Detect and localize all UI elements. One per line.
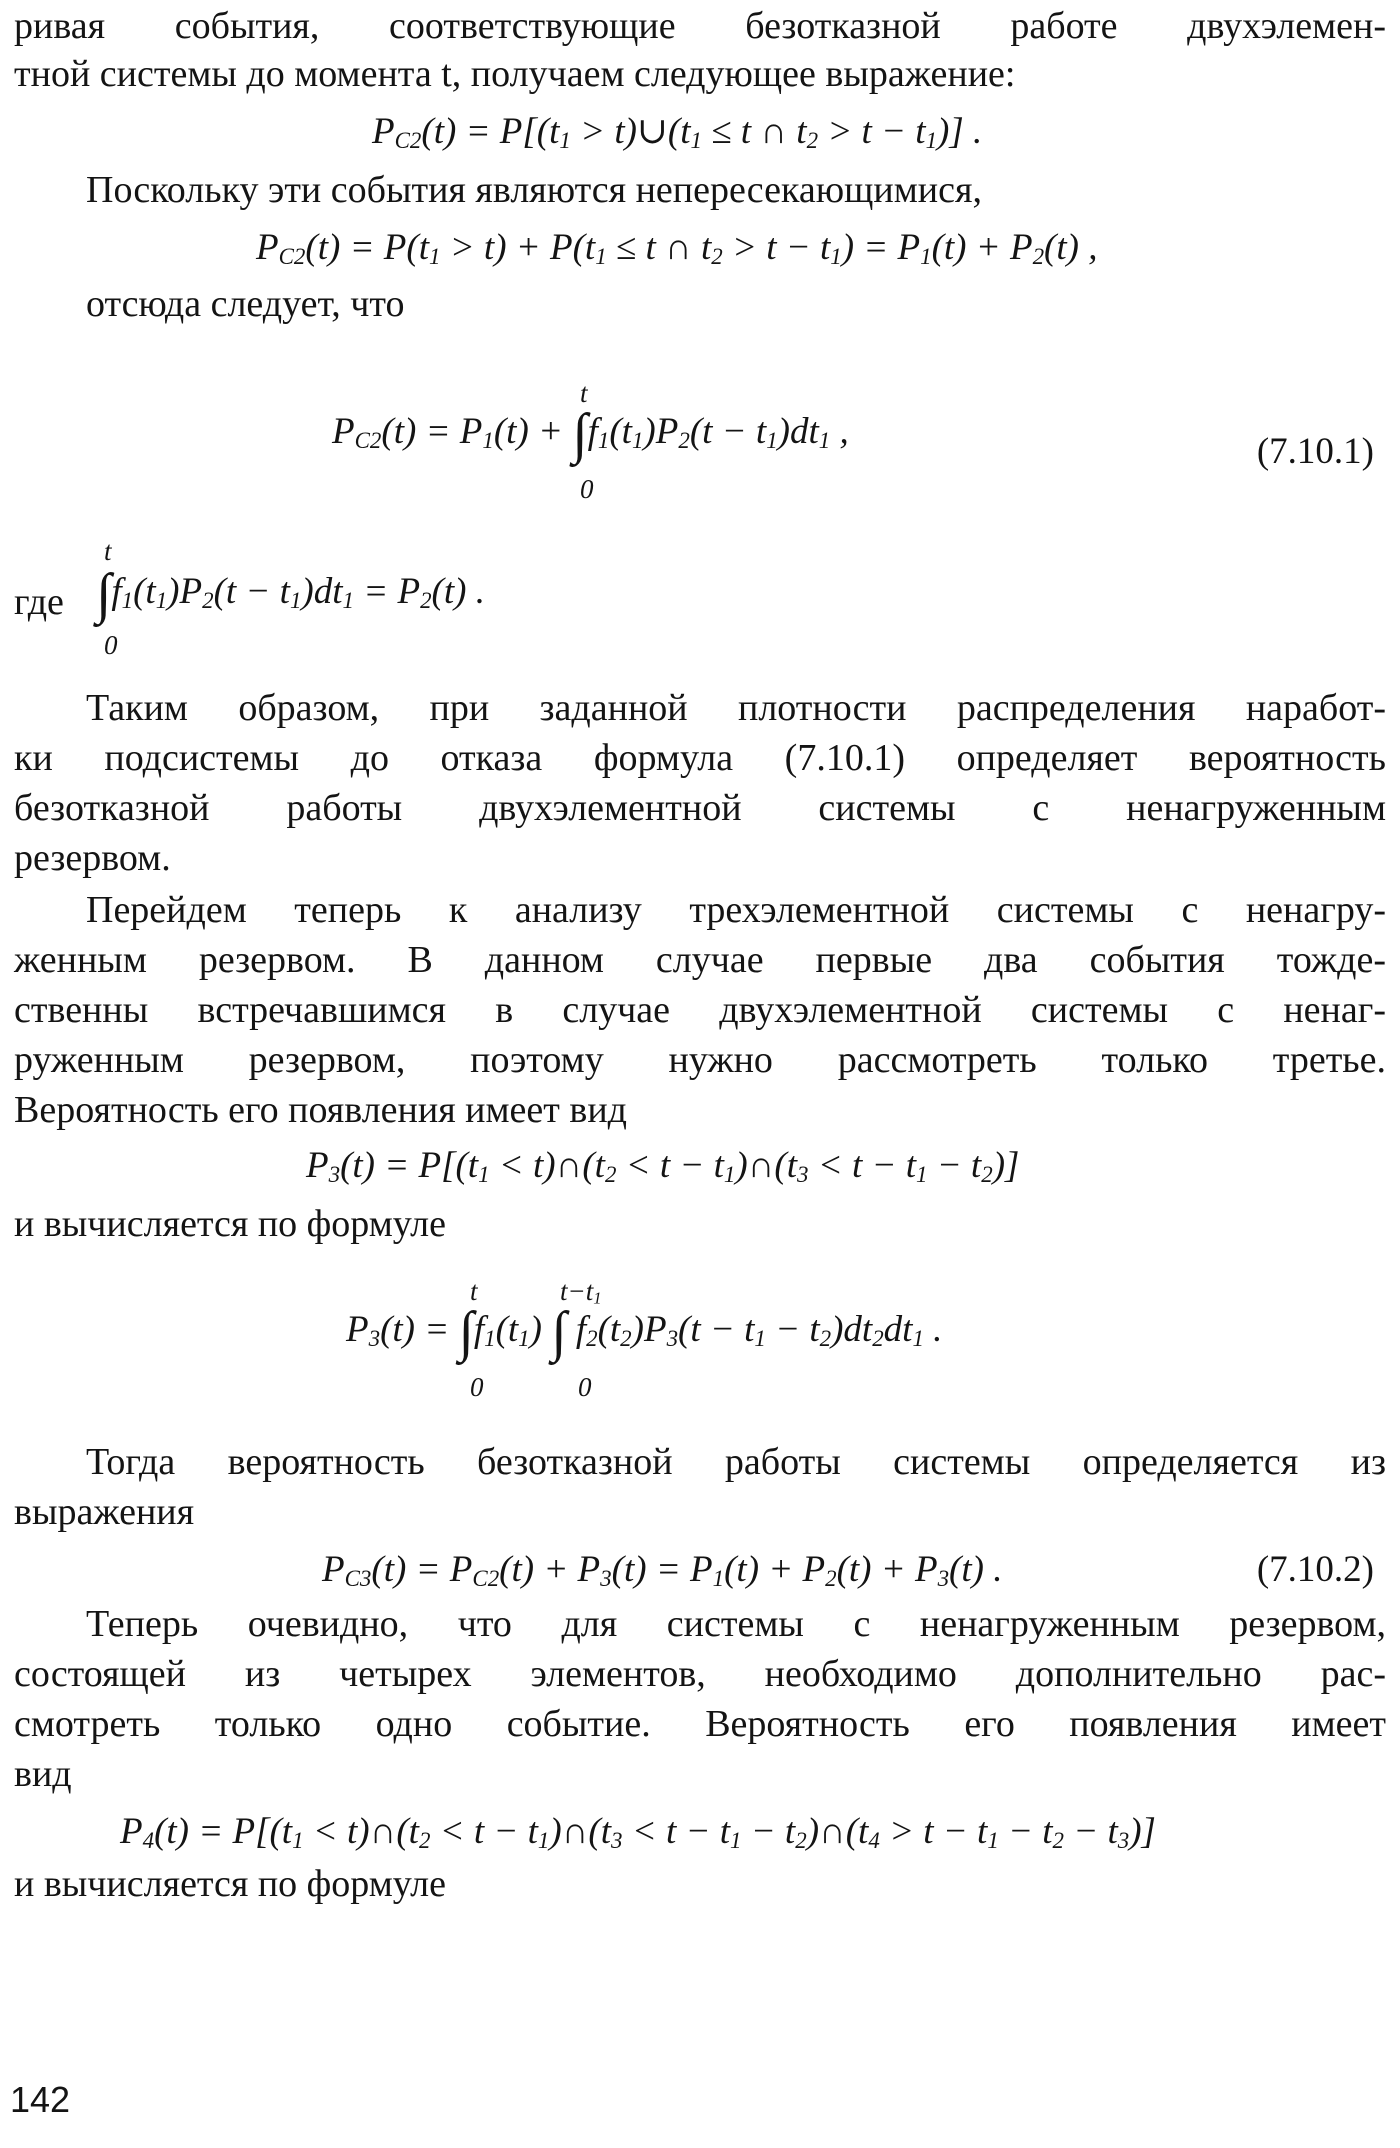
text-line: безотказной работы двухэлементной системы с ненагруженным <box>14 787 1386 829</box>
text-line: и вычисляется по формуле <box>14 1203 446 1245</box>
text-line: женным резервом. В данном случае первые два события тожде- <box>14 939 1386 981</box>
integral-sign: ∫ <box>572 402 588 465</box>
text-line: Таким образом, при заданной плотности распределения наработ- <box>86 687 1386 729</box>
integral-upper-limit: $t-t_1$ <box>560 1276 602 1308</box>
text-line: Перейдем теперь к анализу трехэлементной системы с ненагру- <box>86 889 1386 931</box>
formula-p3-event: $P_3(t) = P[(t_1$ < $t)\cap(t_2 < t$ − $t_1)\cap(t_3 < t - t_1 - t_2)$] <box>306 1145 1020 1188</box>
text-line: и вычисляется по формуле <box>14 1863 446 1905</box>
formula-7-10-2: $P_{C3}(t) = P_{C2}(t) + P_3(t) = P_1(t) + P_2(t) + P_3(t)$ . <box>322 1549 1003 1592</box>
integral-upper-limit: t <box>104 536 112 566</box>
equation-number: (7.10.2) <box>1256 1549 1374 1590</box>
integral-sign: ∫ <box>96 562 112 625</box>
formula-p2-integral: $\int f_1(t_1)P_2(t - t_1)dt_1 = P_2(t)$ . <box>96 562 485 625</box>
integral-upper-limit: t <box>580 378 588 408</box>
text-line: резервом. <box>14 837 171 879</box>
formula-7-10-1: $P_{C2}(t) = P_1(t) + \int f_1(t_1)P_2(t - t_1)dt_1$ , <box>332 402 849 465</box>
equation-number: (7.10.1) <box>1256 431 1374 472</box>
formula-p4-event: $P_4(t) = P[(t_1$ < $t)\cap(t_2 < t$ − $t_1)\cap(t_3 < t - t_1$ − $t_2)\cap(t_4 > t - t_1 - t_2 - t_3)$] <box>120 1811 1156 1854</box>
text-line: состоящей из четырех элементов, необходимо дополнительно рас- <box>14 1653 1386 1695</box>
text-line: Тогда вероятность безотказной работы системы определяется из <box>86 1441 1386 1483</box>
text-line: руженным резервом, поэтому нужно рассмотреть только третье. <box>14 1039 1386 1081</box>
text-line: смотреть только одно событие. Вероятность его появления имеет <box>14 1703 1386 1745</box>
text-line: ки подсистемы до отказа формула (7.10.1) определяет вероятность <box>14 737 1386 779</box>
text-line: Поскольку эти события являются непересекающимися, <box>86 169 982 211</box>
text-line: вид <box>14 1753 72 1795</box>
text-line: отсюда следует, что <box>86 283 405 325</box>
text-line: тной системы до момента t, получаем следующее выражение: <box>14 53 1016 95</box>
formula-p3-integral: $P_3(t) = \int f_1(t_1)$ ∫ $f_2(t_2)P_3(t - t_1 - t_2)dt_2dt_1$ . <box>346 1300 943 1363</box>
integral-sign: ∫ <box>458 1300 474 1363</box>
integral-lower-limit: 0 <box>580 474 594 504</box>
text-line: где <box>14 581 64 623</box>
integral-sign: ∫ <box>551 1300 567 1363</box>
integral-lower-limit: 0 <box>470 1372 484 1402</box>
formula-pc2-sum: $P_{C2}(t) = P(t_1 > t) + P(t_1 \le t$ ∩ $t_2 > t - t_1) = P_1(t) + P_2(t)$ , <box>256 227 1098 270</box>
integral-lower-limit: 0 <box>578 1372 592 1402</box>
text-line: Теперь очевидно, что для системы с ненагруженным резервом, <box>86 1603 1386 1645</box>
text-line: ривая события, соответствующие безотказной работе двухэлемен- <box>14 5 1386 47</box>
text-line: Вероятность его появления имеет вид <box>14 1089 628 1131</box>
text-line: выражения <box>14 1491 195 1533</box>
integral-upper-limit: t <box>470 1276 478 1306</box>
formula-pc2-union: $P_{C2}(t) = P[(t_1$ > $t)\cup(t_1 \le t$ ∩ $t_2 > t - t_1$)] . <box>372 111 983 154</box>
page-number: 142 <box>10 2079 71 2120</box>
text-line: ственны встречавшимся в случае двухэлементной системы с ненаг- <box>14 989 1386 1031</box>
integral-lower-limit: 0 <box>104 630 118 660</box>
